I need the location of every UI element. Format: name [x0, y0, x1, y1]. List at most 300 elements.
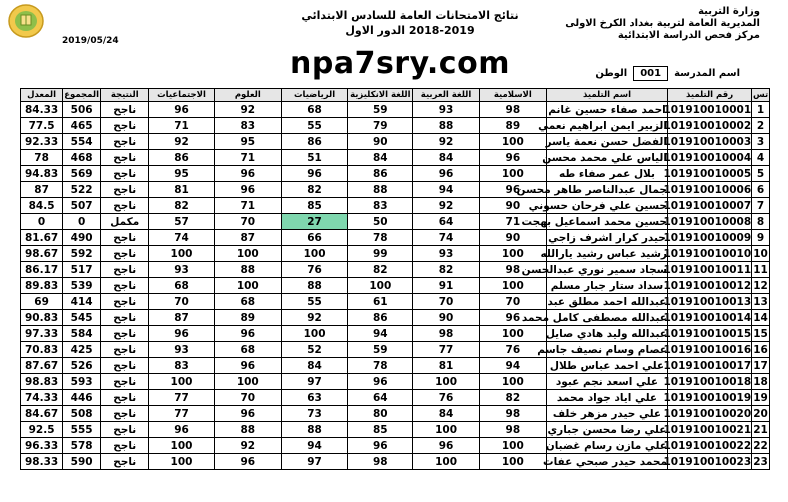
grade-total: 446 [63, 390, 101, 406]
table-row [21, 342, 770, 358]
grade-english: 79 [348, 118, 413, 134]
grade-english: 64 [348, 390, 413, 406]
result-status: ناجح [101, 294, 149, 310]
grade-social: 83 [149, 358, 214, 374]
column-header: المعدل [21, 89, 63, 102]
grade-islamic: 98 [479, 422, 546, 438]
result-status: مكمل [101, 214, 149, 230]
student-id: 101910010012 [663, 279, 752, 292]
row-number: 2 [752, 118, 770, 134]
grade-math: 66 [281, 230, 347, 246]
result-status: ناجح [101, 150, 149, 166]
school-info [595, 66, 740, 81]
grade-social: 68 [149, 278, 214, 294]
result-status: ناجح [101, 278, 149, 294]
grade-science: 88 [214, 262, 281, 278]
grade-islamic: 76 [479, 342, 546, 358]
result-status: ناجح [101, 390, 149, 406]
student-id: 101910010018 [663, 375, 752, 388]
student-id: 101910010008 [663, 215, 752, 228]
grade-total: 593 [63, 374, 101, 390]
grade-math: 68 [281, 102, 347, 118]
grade-arabic: 64 [413, 214, 479, 230]
grade-arabic: 98 [413, 326, 479, 342]
grade-science: 96 [214, 182, 281, 198]
grade-science: 87 [214, 230, 281, 246]
grade-total: 545 [63, 310, 101, 326]
grade-social: 87 [149, 310, 214, 326]
grade-islamic: 70 [479, 294, 546, 310]
grade-math: 100 [281, 326, 347, 342]
grade-science: 70 [214, 214, 281, 230]
table-row [21, 390, 770, 406]
grade-total: 506 [63, 102, 101, 118]
grade-average: 92.5 [21, 422, 63, 438]
school-number: 001 [633, 66, 668, 81]
grade-science: 100 [214, 278, 281, 294]
grade-arabic: 76 [413, 390, 479, 406]
grade-social: 77 [149, 390, 214, 406]
grade-social: 70 [149, 294, 214, 310]
grade-math: 52 [281, 342, 347, 358]
result-status: ناجح [101, 454, 149, 470]
grade-science: 100 [214, 246, 281, 262]
grade-arabic: 74 [413, 230, 479, 246]
grade-average: 69 [21, 294, 63, 310]
student-id: 101910010013 [663, 295, 752, 308]
grade-english: 59 [348, 342, 413, 358]
result-status: ناجح [101, 118, 149, 134]
grade-islamic: 94 [479, 358, 546, 374]
column-header: رقم التلميذ [667, 89, 751, 102]
student-name: حسين محمد اسماعيل بهجت [521, 215, 667, 228]
grade-total: 517 [63, 262, 101, 278]
student-name: علي رضا محسن جباري [547, 423, 667, 436]
grade-total: 526 [63, 358, 101, 374]
table-row [21, 374, 770, 390]
grade-english: 96 [348, 374, 413, 390]
row-number: 15 [753, 327, 768, 340]
grade-social: 96 [149, 102, 214, 118]
result-status: ناجح [101, 342, 149, 358]
table-row [21, 166, 770, 182]
row-number: 8 [752, 214, 770, 230]
grade-average: 90.83 [21, 310, 63, 326]
grade-arabic: 82 [413, 262, 479, 278]
grade-average: 81.67 [21, 230, 63, 246]
student-id: 101910010003 [663, 135, 752, 148]
table-row [21, 230, 770, 246]
result-status: ناجح [101, 422, 149, 438]
grade-english: 86 [348, 310, 413, 326]
table-row [21, 198, 770, 214]
grade-arabic: 93 [413, 102, 479, 118]
site-watermark: npa7sry.com [290, 46, 510, 81]
ministry-logo [8, 4, 44, 38]
grade-total: 490 [63, 230, 101, 246]
grade-science: 95 [214, 134, 281, 150]
grade-math: 97 [281, 374, 347, 390]
grade-total: 554 [63, 134, 101, 150]
grade-average: 94.83 [21, 166, 63, 182]
grade-english: 88 [348, 182, 413, 198]
student-name: احمد صفاء حسين غانم [548, 103, 666, 116]
ministry-header [530, 6, 760, 42]
row-number: 19 [753, 391, 768, 404]
grade-total: 522 [63, 182, 101, 198]
grade-social: 71 [149, 118, 214, 134]
grade-math: 27 [281, 214, 347, 230]
grade-arabic: 96 [413, 438, 479, 454]
student-id: 101910010006 [663, 183, 752, 196]
student-id: 101910010020 [663, 407, 752, 420]
grade-math: 51 [281, 150, 347, 166]
row-number: 12 [753, 279, 768, 292]
grade-math: 94 [281, 438, 347, 454]
table-row [21, 358, 770, 374]
grade-average: 86.17 [21, 262, 63, 278]
column-header: الاجتماعيات [149, 89, 214, 102]
student-name: حسين علي فرحان حسوني [528, 199, 667, 212]
student-name: سداد ستار جبار مسلم [547, 278, 668, 294]
student-name: علي حيدر مزهر خلف [547, 406, 668, 422]
grade-math: 97 [281, 454, 347, 470]
grade-total: 592 [63, 246, 101, 262]
grade-math: 85 [281, 198, 347, 214]
grade-average: 97.33 [21, 326, 63, 342]
table-row [21, 454, 770, 470]
table-body [21, 102, 770, 470]
row-number: 18 [753, 375, 768, 388]
column-header: الاسلامية [479, 89, 546, 102]
result-status: ناجح [101, 374, 149, 390]
grade-total: 507 [63, 198, 101, 214]
student-id: 101910010011 [663, 263, 752, 276]
grade-english: 85 [348, 422, 413, 438]
student-id: 101910010005 [663, 167, 752, 180]
row-number: 20 [753, 407, 768, 420]
row-number: 17 [753, 359, 768, 372]
grade-arabic: 88 [413, 118, 479, 134]
grade-islamic: 100 [479, 374, 546, 390]
student-name: عبدالله وليد هادي صايل [545, 327, 667, 340]
grade-math: 55 [281, 294, 347, 310]
grade-arabic: 92 [413, 134, 479, 150]
grade-social: 82 [149, 198, 214, 214]
grade-arabic: 100 [413, 454, 479, 470]
student-name: رشيد عباس رشيد يارالله [540, 247, 667, 260]
grade-math: 92 [281, 310, 347, 326]
grade-science: 96 [214, 166, 281, 182]
grade-social: 100 [149, 454, 214, 470]
grade-islamic: 96 [479, 310, 546, 326]
student-id: 101910010016 [663, 343, 752, 356]
grade-social: 74 [149, 230, 214, 246]
grade-science: 96 [214, 326, 281, 342]
student-name: بلال عمر صفاء طه [547, 166, 668, 182]
row-number: 4 [752, 150, 770, 166]
grade-arabic: 81 [413, 358, 479, 374]
result-status: ناجح [101, 438, 149, 454]
student-name: عبدالله احمد مطلق عبد [547, 295, 667, 308]
student-name: جمال عبدالناصر طاهر محسن [516, 183, 667, 196]
grade-social: 96 [149, 422, 214, 438]
grade-math: 63 [281, 390, 347, 406]
grade-average: 87.67 [21, 358, 63, 374]
row-number: 22 [753, 439, 768, 452]
grade-arabic: 94 [413, 182, 479, 198]
student-name: الياس علي محمد محسن [542, 151, 667, 164]
grade-social: 96 [149, 326, 214, 342]
grade-islamic: 96 [479, 182, 546, 198]
grade-average: 84.33 [21, 102, 63, 118]
grade-average: 0 [21, 214, 63, 230]
grade-total: 465 [63, 118, 101, 134]
grade-english: 61 [348, 294, 413, 310]
grade-total: 569 [63, 166, 101, 182]
grade-total: 414 [63, 294, 101, 310]
grade-average: 84.67 [21, 406, 63, 422]
grade-islamic: 89 [479, 118, 546, 134]
column-header: اللغة الانكليزية [348, 89, 413, 102]
grade-science: 89 [214, 310, 281, 326]
row-number: 9 [752, 230, 770, 246]
grade-english: 83 [348, 198, 413, 214]
grade-social: 81 [149, 182, 214, 198]
student-name: حيدر كرار اشرف زاجي [548, 231, 666, 244]
grade-science: 71 [214, 150, 281, 166]
grade-science: 92 [214, 438, 281, 454]
grade-math: 73 [281, 406, 347, 422]
student-name: محمد حيدر صبحي عفات [543, 455, 667, 468]
ministry-line: مركز فحص الدراسة الابتدائية [617, 30, 760, 41]
grade-total: 578 [63, 438, 101, 454]
grade-average: 98.33 [21, 454, 63, 470]
grade-social: 93 [149, 262, 214, 278]
student-id: 101910010023 [663, 455, 752, 468]
grade-islamic: 90 [479, 230, 546, 246]
column-header: المجموع [64, 90, 99, 100]
grade-average: 74.33 [21, 390, 63, 406]
row-number: 6 [752, 182, 770, 198]
column-header: اسم التلميذ [547, 89, 668, 102]
grade-total: 539 [63, 278, 101, 294]
grade-science: 96 [214, 406, 281, 422]
grade-social: 95 [149, 166, 214, 182]
result-status: ناجح [101, 358, 149, 374]
student-id: 101910010015 [663, 327, 752, 340]
table-row [21, 294, 770, 310]
grade-english: 99 [348, 246, 413, 262]
row-number: 10 [753, 247, 768, 260]
student-id: 101910010014 [663, 311, 752, 324]
grade-science: 100 [214, 374, 281, 390]
table-row [21, 246, 770, 262]
row-number: 11 [753, 263, 768, 276]
row-number: 3 [752, 134, 770, 150]
grade-average: 84.5 [21, 198, 63, 214]
table-row [21, 214, 770, 230]
student-id: 101910010004 [663, 151, 752, 164]
grade-total: 425 [63, 342, 101, 358]
grade-math: 86 [281, 134, 347, 150]
grade-arabic: 96 [413, 166, 479, 182]
student-name: الزبير ايمن ابراهيم نعمي [538, 119, 667, 132]
column-header: العلوم [214, 89, 281, 102]
result-status: ناجح [101, 134, 149, 150]
table-row [21, 278, 770, 294]
grade-islamic: 100 [479, 246, 546, 262]
grade-islamic: 100 [479, 454, 546, 470]
grade-total: 584 [63, 326, 101, 342]
grade-average: 89.83 [21, 278, 63, 294]
grade-social: 93 [149, 342, 214, 358]
grade-math: 88 [281, 278, 347, 294]
table-row [21, 438, 770, 454]
result-status: ناجح [101, 310, 149, 326]
grade-math: 76 [281, 262, 347, 278]
student-id: 101910010002 [663, 119, 752, 132]
student-id: 101910010010 [663, 247, 752, 260]
grade-english: 84 [348, 150, 413, 166]
grade-average: 92.33 [21, 134, 63, 150]
table-row [21, 406, 770, 422]
grade-arabic: 92 [413, 198, 479, 214]
grade-arabic: 77 [413, 342, 479, 358]
grade-average: 98.67 [21, 246, 63, 262]
result-status: ناجح [101, 246, 149, 262]
grade-english: 94 [348, 326, 413, 342]
student-name: علي مازن رسام غضبان [545, 439, 667, 452]
grade-average: 70.83 [21, 342, 63, 358]
grade-social: 92 [149, 134, 214, 150]
table-row [21, 326, 770, 342]
grade-math: 82 [281, 182, 347, 198]
grade-science: 83 [214, 118, 281, 134]
grade-math: 100 [281, 246, 347, 262]
grade-english: 82 [348, 262, 413, 278]
column-header: اللغة العربية [413, 89, 479, 102]
grade-science: 88 [214, 422, 281, 438]
grade-average: 87 [21, 182, 63, 198]
exam-title-line: 2018-2019 الدور الاول [345, 24, 475, 37]
grade-science: 96 [214, 358, 281, 374]
grade-social: 100 [149, 374, 214, 390]
result-status: ناجح [101, 182, 149, 198]
grade-islamic: 82 [479, 390, 546, 406]
grade-total: 508 [63, 406, 101, 422]
result-status: ناجح [101, 102, 149, 118]
ministry-line: المديرية العامة لتربية بغداد الكرخ الاولى [565, 18, 760, 29]
grade-math: 96 [281, 166, 347, 182]
student-name: علي اسعد نجم عبود [547, 374, 668, 390]
grade-english: 50 [348, 214, 413, 230]
column-header: النتيجة [101, 89, 149, 102]
grade-arabic: 70 [413, 294, 479, 310]
grade-arabic: 84 [413, 150, 479, 166]
table-row [21, 262, 770, 278]
row-number: 5 [752, 166, 770, 182]
grade-islamic: 100 [479, 134, 546, 150]
grade-arabic: 84 [413, 406, 479, 422]
grade-average: 96.33 [21, 438, 63, 454]
grade-social: 100 [149, 438, 214, 454]
grade-total: 555 [63, 422, 101, 438]
grade-science: 96 [214, 454, 281, 470]
row-number: 16 [753, 343, 768, 356]
student-id: 101910010009 [663, 231, 752, 244]
grade-social: 100 [149, 246, 214, 262]
grade-social: 77 [149, 406, 214, 422]
table-row [21, 182, 770, 198]
grade-english: 86 [348, 166, 413, 182]
grade-english: 78 [348, 230, 413, 246]
grade-english: 90 [348, 134, 413, 150]
result-status: ناجح [101, 326, 149, 342]
grade-islamic: 100 [479, 166, 546, 182]
grade-english: 96 [348, 438, 413, 454]
student-name: عبدالله مصطفى كامل محمد [521, 311, 667, 324]
ministry-line: وزارة التربية [698, 6, 760, 17]
grade-science: 68 [214, 294, 281, 310]
homeland-label: الوطن [595, 68, 628, 79]
grade-arabic: 91 [413, 278, 479, 294]
result-status: ناجح [101, 406, 149, 422]
student-id: 101910010021 [663, 423, 752, 436]
issue-date: 2019/05/24 [62, 36, 119, 46]
row-number: 7 [752, 198, 770, 214]
student-id: 101910010001 [663, 103, 752, 116]
grade-english: 59 [348, 102, 413, 118]
grade-math: 88 [281, 422, 347, 438]
table-row [21, 102, 770, 118]
student-name: سجاد سمير نوري عبدالحسن [521, 263, 667, 276]
grade-math: 55 [281, 118, 347, 134]
results-table [20, 88, 770, 470]
student-id: 101910010022 [663, 439, 752, 452]
row-number: 13 [753, 295, 768, 308]
table-row [21, 310, 770, 326]
grade-islamic: 98 [479, 102, 546, 118]
grade-science: 92 [214, 102, 281, 118]
grade-science: 68 [214, 342, 281, 358]
result-status: ناجح [101, 230, 149, 246]
student-name: الفضل حسن نعمة ياسر [545, 135, 667, 148]
school-label: اسم المدرسة [674, 68, 740, 79]
grade-average: 78 [21, 150, 63, 166]
column-header: الرياضيات [281, 89, 347, 102]
student-name: علي احمد عباس طلال [547, 358, 668, 374]
grade-english: 98 [348, 454, 413, 470]
exam-title [300, 8, 520, 38]
table-header-row [21, 89, 770, 102]
row-number: 23 [753, 455, 768, 468]
result-status: ناجح [101, 198, 149, 214]
grade-english: 78 [348, 358, 413, 374]
grade-islamic: 71 [479, 214, 546, 230]
grade-arabic: 93 [413, 246, 479, 262]
grade-islamic: 98 [479, 262, 546, 278]
column-header: تس [752, 90, 769, 100]
grade-islamic: 100 [479, 326, 546, 342]
grade-english: 100 [348, 278, 413, 294]
result-status: ناجح [101, 262, 149, 278]
student-id: 101910010007 [663, 199, 752, 212]
grade-islamic: 90 [479, 198, 546, 214]
grade-english: 80 [348, 406, 413, 422]
table-row [21, 118, 770, 134]
grade-average: 98.83 [21, 374, 63, 390]
